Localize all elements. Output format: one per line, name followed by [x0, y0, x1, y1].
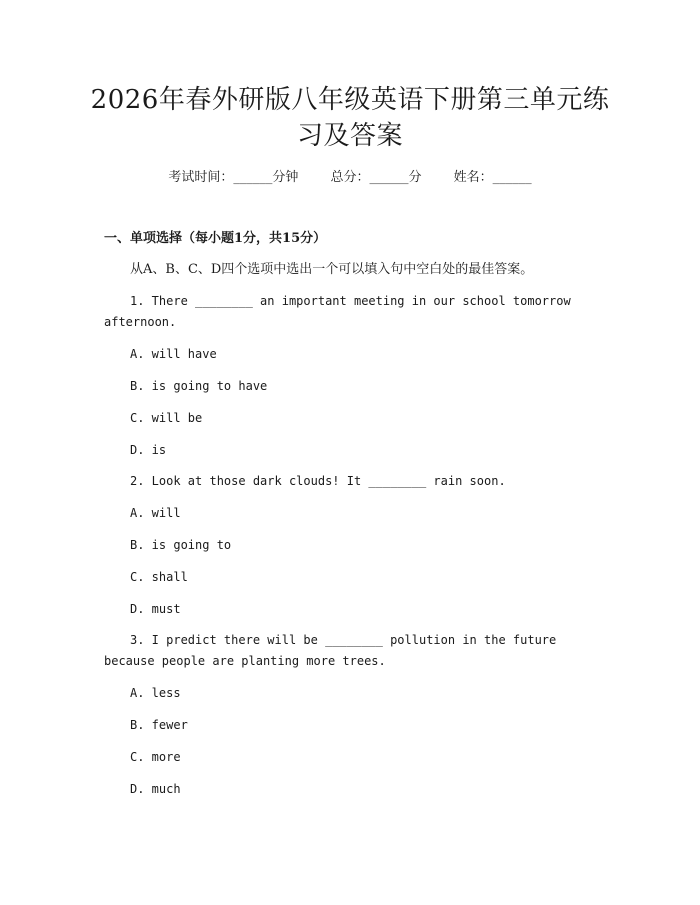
question-3-option-d: D. much [130, 782, 181, 796]
page-title-line2: 习及答案 [296, 121, 403, 151]
question-3-stem: 3. I predict there will be ________ pollution in the future because people are planting more trees. [104, 633, 557, 668]
page-title-line1: 2026年春外研版八年级英语下册第三单元练 [90, 85, 610, 115]
exam-score: 总分：______分 [330, 170, 422, 185]
question-2-stem: 2. Look at those dark clouds! It ________ rain soon. [130, 474, 506, 488]
question-3-option-c: C. more [130, 750, 181, 764]
student-name: 姓名：______ [453, 170, 532, 185]
section-heading: 一、单项选择（每小题1分，共15分） [104, 231, 327, 246]
question-1-stem: 1. There ________ an important meeting in our school tomorrow afternoon. [104, 294, 571, 329]
question-2-option-b: B. is going to [130, 538, 232, 552]
question-1-option-c: C. will be [130, 411, 203, 425]
question-2-option-c: C. shall [130, 570, 188, 584]
question-3-option-a: A. less [130, 686, 181, 700]
question-1-option-b: B. is going to have [130, 379, 268, 393]
exam-time: 考试时间：______分钟 [168, 170, 299, 185]
question-2-option-d: D. must [130, 602, 181, 616]
exam-meta [0, 168, 700, 188]
question-3-option-b: B. fewer [130, 718, 188, 732]
question-1-option-a: A. will have [130, 347, 217, 361]
question-1-option-d: D. is [130, 443, 167, 457]
section-instruction: 从A、B、C、D四个选项中选出一个可以填入句中空白处的最佳答案。 [130, 262, 534, 277]
question-2-option-a: A. will [130, 506, 181, 520]
